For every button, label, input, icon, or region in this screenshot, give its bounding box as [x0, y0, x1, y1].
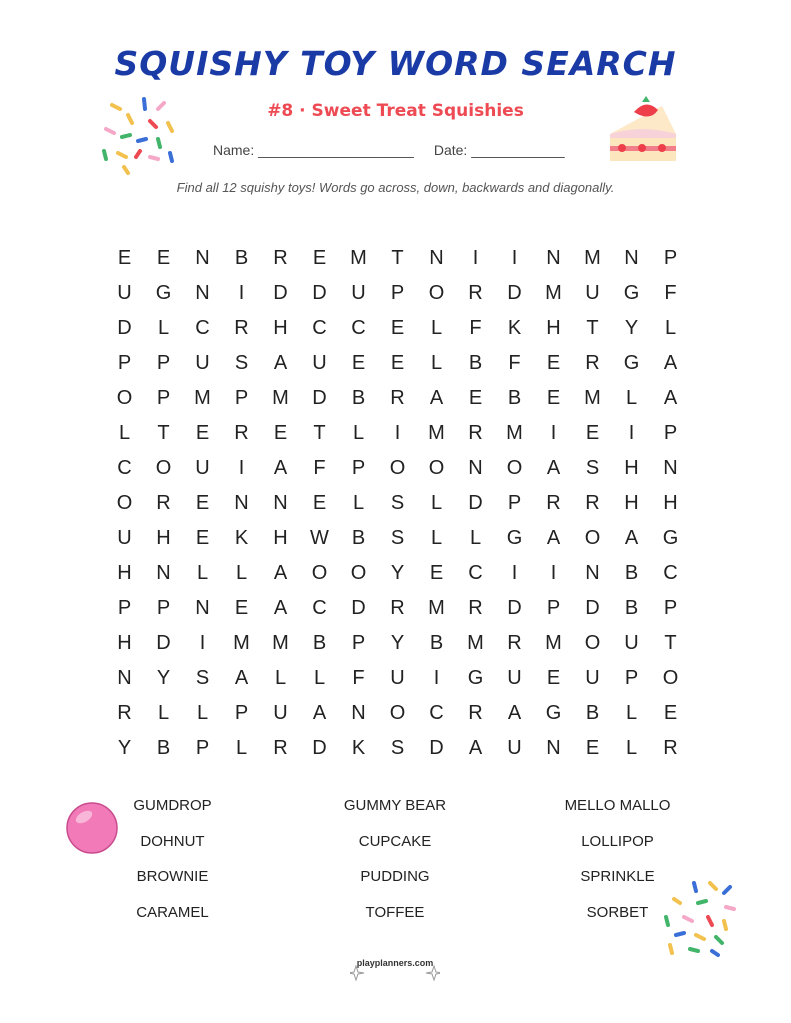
grid-letter[interactable]: L [469, 527, 482, 549]
grid-letter[interactable]: S [390, 737, 405, 759]
grid-letter[interactable]: A [273, 457, 288, 479]
grid-letter[interactable]: G [467, 667, 484, 689]
grid-letter[interactable]: O [155, 457, 172, 479]
grid-letter[interactable]: B [507, 387, 522, 409]
grid-letter[interactable]: H [624, 492, 639, 514]
grid-letter[interactable]: L [430, 527, 443, 549]
grid-letter[interactable]: O [311, 562, 328, 584]
grid-letter[interactable]: N [624, 247, 639, 269]
grid-letter[interactable]: P [507, 492, 522, 514]
grid-letter[interactable]: O [506, 457, 523, 479]
grid-letter[interactable]: E [156, 247, 171, 269]
grid-letter[interactable]: P [351, 632, 366, 654]
word-list-item: MELLO MALLO [564, 797, 671, 814]
grid-letter[interactable]: D [507, 597, 522, 619]
grid-letter[interactable]: R [468, 702, 483, 724]
grid-letter[interactable]: E [195, 492, 210, 514]
grid-letter[interactable]: P [234, 702, 249, 724]
grid-letter[interactable]: I [238, 457, 245, 479]
grid-letter[interactable]: H [117, 632, 132, 654]
grid-letter[interactable]: U [585, 282, 600, 304]
cake-slice-icon [602, 94, 682, 168]
grid-letter[interactable]: H [273, 317, 288, 339]
grid-letter[interactable]: A [234, 667, 249, 689]
grid-letter[interactable]: E [468, 387, 483, 409]
grid-letter[interactable]: D [273, 282, 288, 304]
grid-letter[interactable]: M [350, 247, 367, 269]
grid-letter[interactable]: C [468, 562, 483, 584]
grid-letter[interactable]: D [312, 387, 327, 409]
grid-letter[interactable]: F [313, 457, 326, 479]
grid-letter[interactable]: S [585, 457, 600, 479]
grid-letter[interactable]: M [584, 247, 601, 269]
grid-letter[interactable]: D [312, 282, 327, 304]
grid-letter[interactable]: I [199, 632, 206, 654]
grid-letter[interactable]: R [468, 422, 483, 444]
grid-letter[interactable]: N [195, 282, 210, 304]
grid-letter[interactable]: E [546, 387, 561, 409]
grid-letter[interactable]: R [585, 352, 600, 374]
grid-letter[interactable]: H [273, 527, 288, 549]
grid-letter[interactable]: P [624, 667, 639, 689]
word-list-item: TOFFEE [365, 903, 425, 921]
grid-letter[interactable]: E [351, 352, 366, 374]
grid-letter[interactable]: F [469, 317, 482, 339]
grid-letter[interactable]: I [433, 667, 440, 689]
grid-letter[interactable]: O [116, 387, 133, 409]
grid-letter[interactable]: L [625, 702, 638, 724]
grid-letter[interactable]: M [233, 632, 250, 654]
grid-letter[interactable]: E [312, 247, 327, 269]
grid-letter[interactable]: U [312, 352, 327, 374]
word-list-item: LOLLIPOP [581, 832, 654, 850]
grid-letter[interactable]: N [546, 737, 561, 759]
grid-letter[interactable]: I [511, 562, 518, 584]
grid-letter[interactable]: K [351, 737, 366, 759]
grid-letter[interactable]: B [429, 632, 444, 654]
grid-letter[interactable]: R [234, 422, 249, 444]
grid-letter[interactable]: A [546, 457, 561, 479]
grid-letter[interactable]: B [585, 702, 600, 724]
grid-letter[interactable]: Y [390, 562, 405, 584]
grid-letter[interactable]: R [468, 282, 483, 304]
grid-letter[interactable]: P [156, 387, 171, 409]
grid-letter[interactable]: C [312, 317, 327, 339]
grid-letter[interactable]: E [663, 702, 678, 724]
grid-letter[interactable]: P [390, 282, 405, 304]
grid-letter[interactable]: P [156, 597, 171, 619]
grid-letter[interactable]: T [586, 317, 599, 339]
grid-letter[interactable]: H [156, 527, 171, 549]
grid-letter[interactable]: O [428, 282, 445, 304]
grid-letter[interactable]: P [663, 422, 678, 444]
sprinkles-icon [98, 95, 180, 177]
grid-letter[interactable]: D [507, 282, 522, 304]
grid-letter[interactable]: G [662, 527, 679, 549]
grid-letter[interactable]: L [352, 492, 365, 514]
grid-letter[interactable]: C [351, 317, 366, 339]
grid-letter[interactable]: I [628, 422, 635, 444]
grid-letter[interactable]: L [625, 387, 638, 409]
grid-letter[interactable]: D [312, 737, 327, 759]
grid-letter[interactable]: A [273, 597, 288, 619]
word-list-item: DOHNUT [140, 832, 205, 850]
grid-letter[interactable]: U [195, 457, 210, 479]
grid-letter[interactable]: N [117, 667, 132, 689]
grid-letter[interactable]: S [390, 527, 405, 549]
page-title: SQUISHY TOY WORD SEARCH [114, 44, 677, 83]
grid-letter[interactable]: O [389, 457, 406, 479]
grid-letter[interactable]: L [352, 422, 365, 444]
word-list-item: SORBET [586, 903, 649, 921]
grid-letter[interactable]: P [117, 352, 132, 374]
grid-letter[interactable]: C [429, 702, 444, 724]
grid-letter[interactable]: P [156, 352, 171, 374]
grid-letter[interactable]: M [545, 282, 562, 304]
grid-letter[interactable]: E [195, 422, 210, 444]
grid-letter[interactable]: P [117, 597, 132, 619]
grid-letter[interactable]: Y [624, 317, 639, 339]
grid-letter[interactable]: E [390, 352, 405, 374]
grid-letter[interactable]: B [156, 737, 171, 759]
grid-letter[interactable]: I [394, 422, 401, 444]
grid-letter[interactable]: E [390, 317, 405, 339]
grid-letter[interactable]: I [472, 247, 479, 269]
grid-letter[interactable]: I [511, 247, 518, 269]
grid-letter[interactable]: N [351, 702, 366, 724]
grid-letter[interactable]: L [235, 737, 248, 759]
grid-letter[interactable]: O [428, 457, 445, 479]
grid-letter[interactable]: A [468, 737, 483, 759]
grid-letter[interactable]: G [155, 282, 172, 304]
grid-letter[interactable]: A [624, 527, 639, 549]
grid-letter[interactable]: R [273, 247, 288, 269]
grid-letter[interactable]: B [624, 597, 639, 619]
letter-grid [105, 241, 690, 766]
grid-letter[interactable]: A [429, 387, 444, 409]
grid-letter[interactable]: B [468, 352, 483, 374]
grid-letter[interactable]: M [428, 597, 445, 619]
grid-letter[interactable]: N [156, 562, 171, 584]
grid-letter[interactable]: E [312, 492, 327, 514]
grid-letter[interactable]: S [234, 352, 249, 374]
grid-letter[interactable]: G [545, 702, 562, 724]
grid-letter[interactable]: R [156, 492, 171, 514]
word-list-item: SPRINKLE [580, 868, 655, 885]
grid-letter[interactable]: M [545, 632, 562, 654]
grid-letter[interactable]: D [468, 492, 483, 514]
grid-letter[interactable]: L [196, 562, 209, 584]
grid-letter[interactable]: F [664, 282, 677, 304]
grid-letter[interactable]: R [234, 317, 249, 339]
grid-letter[interactable]: E [234, 597, 249, 619]
grid-letter[interactable]: U [507, 667, 522, 689]
grid-letter[interactable]: D [585, 597, 600, 619]
grid-letter[interactable]: R [390, 387, 405, 409]
grid-letter[interactable]: P [351, 457, 366, 479]
grid-letter[interactable]: A [546, 527, 561, 549]
grid-letter[interactable]: N [585, 562, 600, 584]
grid-letter[interactable]: N [663, 457, 678, 479]
grid-letter[interactable]: R [273, 737, 288, 759]
grid-letter[interactable]: A [273, 352, 288, 374]
grid-letter[interactable]: L [664, 317, 677, 339]
grid-letter[interactable]: O [662, 667, 679, 689]
grid-letter[interactable]: D [117, 317, 132, 339]
grid-letter[interactable]: N [429, 247, 444, 269]
puzzle-subtitle: #8 · Sweet Treat Squishies [267, 101, 524, 121]
grid-letter[interactable]: G [506, 527, 523, 549]
grid-letter[interactable]: M [428, 422, 445, 444]
grid-letter[interactable]: P [546, 597, 561, 619]
name-field[interactable]: Name: ____________________ [213, 142, 414, 158]
grid-letter[interactable]: U [273, 702, 288, 724]
grid-letter[interactable]: D [156, 632, 171, 654]
grid-letter[interactable]: L [235, 562, 248, 584]
grid-letter[interactable]: R [546, 492, 561, 514]
word-list-item: CARAMEL [136, 903, 209, 921]
grid-letter[interactable]: S [390, 492, 405, 514]
grid-letter[interactable]: E [546, 667, 561, 689]
grid-letter[interactable]: R [507, 632, 522, 654]
grid-letter[interactable]: M [467, 632, 484, 654]
grid-letter[interactable]: P [195, 737, 210, 759]
name-date-fields [213, 142, 565, 158]
grid-letter[interactable]: H [624, 457, 639, 479]
grid-letter[interactable]: U [117, 282, 132, 304]
grid-letter[interactable]: C [117, 457, 132, 479]
grid-letter[interactable]: M [584, 387, 601, 409]
grid-letter[interactable]: A [663, 352, 678, 374]
grid-letter[interactable]: A [507, 702, 522, 724]
grid-letter[interactable]: M [272, 632, 289, 654]
grid-letter[interactable]: E [429, 562, 444, 584]
brand-logo[interactable]: playplanners.com [356, 958, 434, 968]
grid-letter[interactable]: L [430, 352, 443, 374]
grid-letter[interactable]: C [663, 562, 678, 584]
grid-letter[interactable]: T [391, 247, 404, 269]
grid-letter[interactable]: N [195, 597, 210, 619]
grid-letter[interactable]: L [430, 317, 443, 339]
grid-letter[interactable]: A [312, 702, 327, 724]
grid-letter[interactable]: L [118, 422, 131, 444]
date-field[interactable]: Date: ____________ [433, 142, 565, 158]
grid-letter[interactable]: Y [117, 737, 132, 759]
grid-letter[interactable]: K [507, 317, 522, 339]
grid-letter[interactable]: B [351, 527, 366, 549]
grid-letter[interactable]: G [623, 352, 640, 374]
word-list-item: GUMMY BEAR [343, 797, 447, 814]
grid-letter[interactable]: P [663, 597, 678, 619]
grid-letter[interactable]: N [195, 247, 210, 269]
grid-letter[interactable]: P [234, 387, 249, 409]
word-list-item: BROWNIE [136, 868, 209, 885]
grid-letter[interactable]: E [195, 527, 210, 549]
grid-letter[interactable]: G [623, 282, 640, 304]
grid-letter[interactable]: U [117, 527, 132, 549]
grid-letter[interactable]: N [273, 492, 288, 514]
grid-letter[interactable]: T [313, 422, 326, 444]
grid-letter[interactable]: I [238, 282, 245, 304]
grid-letter[interactable]: B [312, 632, 327, 654]
grid-letter[interactable]: U [507, 737, 522, 759]
grid-letter[interactable]: L [157, 702, 170, 724]
grid-letter[interactable]: P [663, 247, 678, 269]
grid-letter[interactable]: L [274, 667, 287, 689]
grid-letter[interactable]: E [117, 247, 132, 269]
grid-letter[interactable]: W [310, 527, 329, 549]
grid-letter[interactable]: L [625, 737, 638, 759]
grid-letter[interactable]: I [550, 422, 557, 444]
grid-letter[interactable]: U [624, 632, 639, 654]
grid-letter[interactable]: O [350, 562, 367, 584]
grid-letter[interactable]: Y [156, 667, 171, 689]
grid-letter[interactable]: E [273, 422, 288, 444]
grid-letter[interactable]: M [506, 422, 523, 444]
grid-letter[interactable]: S [195, 667, 210, 689]
grid-letter[interactable]: M [272, 387, 289, 409]
grid-letter[interactable]: H [663, 492, 678, 514]
grid-letter[interactable]: H [546, 317, 561, 339]
grid-letter[interactable]: T [664, 632, 677, 654]
grid-letter[interactable]: H [117, 562, 132, 584]
grid-letter[interactable]: C [312, 597, 327, 619]
grid-letter[interactable]: D [351, 597, 366, 619]
grid-letter[interactable]: Y [390, 632, 405, 654]
sprinkles-icon [660, 877, 742, 959]
grid-letter[interactable]: U [390, 667, 405, 689]
grid-letter[interactable]: N [468, 457, 483, 479]
grid-letter[interactable]: L [157, 317, 170, 339]
grid-letter[interactable]: E [585, 737, 600, 759]
grid-letter[interactable]: B [234, 247, 249, 269]
instructions: Find all 12 squishy toys! Words go across, down, backwards and diagonally. [176, 180, 615, 195]
grid-letter[interactable]: O [116, 492, 133, 514]
grid-letter[interactable]: B [624, 562, 639, 584]
grid-letter[interactable]: R [663, 737, 678, 759]
grid-letter[interactable]: U [585, 667, 600, 689]
grid-letter[interactable]: D [429, 737, 444, 759]
grid-letter[interactable]: O [584, 527, 601, 549]
grid-letter[interactable]: L [196, 702, 209, 724]
grid-letter[interactable]: R [117, 702, 132, 724]
grid-letter[interactable]: U [351, 282, 366, 304]
grid-letter[interactable]: E [546, 352, 561, 374]
grid-letter[interactable]: R [585, 492, 600, 514]
grid-letter[interactable]: L [313, 667, 326, 689]
grid-letter[interactable]: O [389, 702, 406, 724]
grid-letter[interactable]: R [468, 597, 483, 619]
grid-letter[interactable]: I [550, 562, 557, 584]
grid-letter[interactable]: O [584, 632, 601, 654]
grid-letter[interactable]: R [390, 597, 405, 619]
grid-letter[interactable]: U [195, 352, 210, 374]
grid-letter[interactable]: M [194, 387, 211, 409]
grid-letter[interactable]: T [157, 422, 170, 444]
word-list-item: CUPCAKE [358, 832, 432, 850]
word-list [95, 794, 695, 936]
grid-letter[interactable]: F [352, 667, 365, 689]
grid-letter[interactable]: K [234, 527, 249, 549]
grid-letter[interactable]: L [430, 492, 443, 514]
word-list-item: GUMDROP [133, 797, 212, 814]
grid-letter[interactable]: N [546, 247, 561, 269]
grid-letter[interactable]: C [195, 317, 210, 339]
word-list-item: PUDDING [360, 868, 430, 885]
grid-letter[interactable]: A [663, 387, 678, 409]
grid-letter[interactable]: B [351, 387, 366, 409]
grid-letter[interactable]: A [273, 562, 288, 584]
grid-letter[interactable]: N [234, 492, 249, 514]
grid-letter[interactable]: E [585, 422, 600, 444]
grid-letter[interactable]: F [508, 352, 521, 374]
